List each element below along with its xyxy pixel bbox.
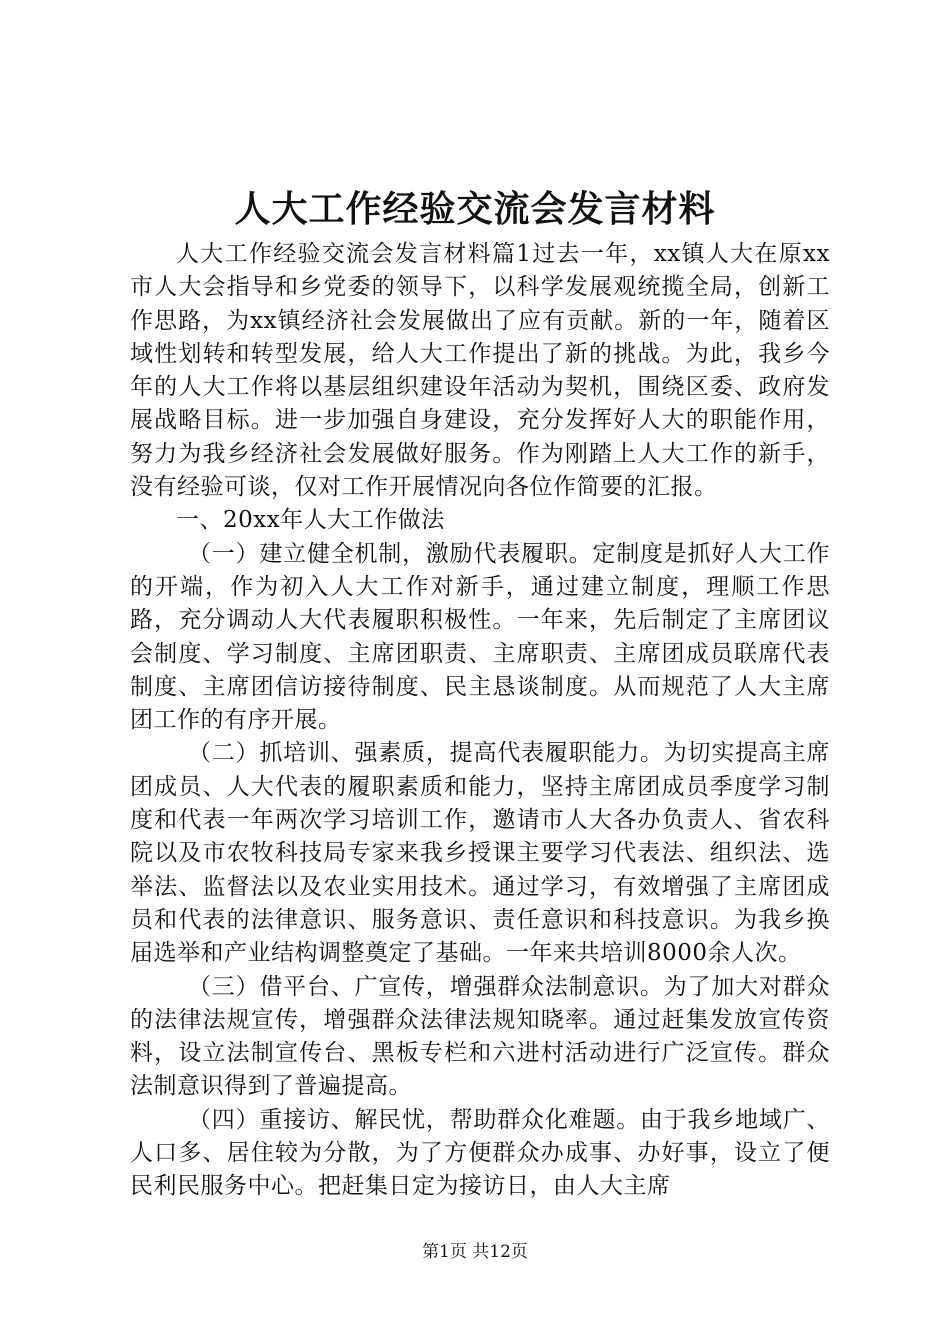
- paragraph-item-4: （四）重接访、解民忧，帮助群众化难题。由于我乡地域广、人口多、居住较为分散，为了方便群众办成事、办好事，设立了便民利民服务中心。把赶集日定为接访日，由人大主席: [130, 1106, 830, 1200]
- paragraph-item-2: （二）抓培训、强素质，提高代表履职能力。为切实提高主席团成员、人大代表的履职素质和能力，坚持主席团成员季度学习制度和代表一年两次学习培训工作，邀请市人大各办负责人、省农科院以及市农牧科技局专家来我乡授课主要学习代表法、组织法、选举法、监督法以及农业实用技术。通过学习，有效增强了主席团成员和代表的法律意识、服务意识、责任意识和科技意识。为我乡换届选举和产业结构调整奠定了基础。一年来共培训8000余人次。: [130, 740, 830, 967]
- document-body: [130, 238, 830, 1204]
- paragraph-intro: 人大工作经验交流会发言材料篇1过去一年，xx镇人大在原xx市人大会指导和乡党委的领导下，以科学发展观统揽全局，创新工作思路，为xx镇经济社会发展做出了应有贡献。新的一年，随着区域性划转和转型发展，给人大工作提出了新的挑战。为此，我乡今年的人大工作将以基层组织建设年活动为契机，围绕区委、政府发展战略目标。进一步加强自身建设，充分发挥好人大的职能作用，努力为我乡经济社会发展做好服务。作为刚踏上人大工作的新手，没有经验可谈，仅对工作开展情况向各位作简要的汇报。: [130, 241, 830, 501]
- section-heading: 一、20xx年人大工作做法: [176, 507, 445, 534]
- document-title: 人大工作经验交流会发言材料: [234, 188, 716, 230]
- paragraph-item-3: （三）借平台、广宣传，增强群众法制意识。为了加大对群众的法律法规宣传，增强群众法律法规知晓率。通过赶集发放宣传资料，设立法制宣传台、黑板专栏和六进村活动进行广泛宣传。群众法制意识得到了普遍提高。: [130, 973, 830, 1100]
- page-footer: 第1页 共12页: [422, 1242, 528, 1262]
- paragraph-item-1: （一）建立健全机制，激励代表履职。定制度是抓好人大工作的开端，作为初入人大工作对新手，通过建立制度，理顺工作思路，充分调动人大代表履职积极性。一年来，先后制定了主席团议会制度、学习制度、主席团职责、主席职责、主席团成员联席代表制度、主席团信访接待制度、民主恳谈制度。从而规范了人大主席团工作的有序开展。: [130, 540, 830, 734]
